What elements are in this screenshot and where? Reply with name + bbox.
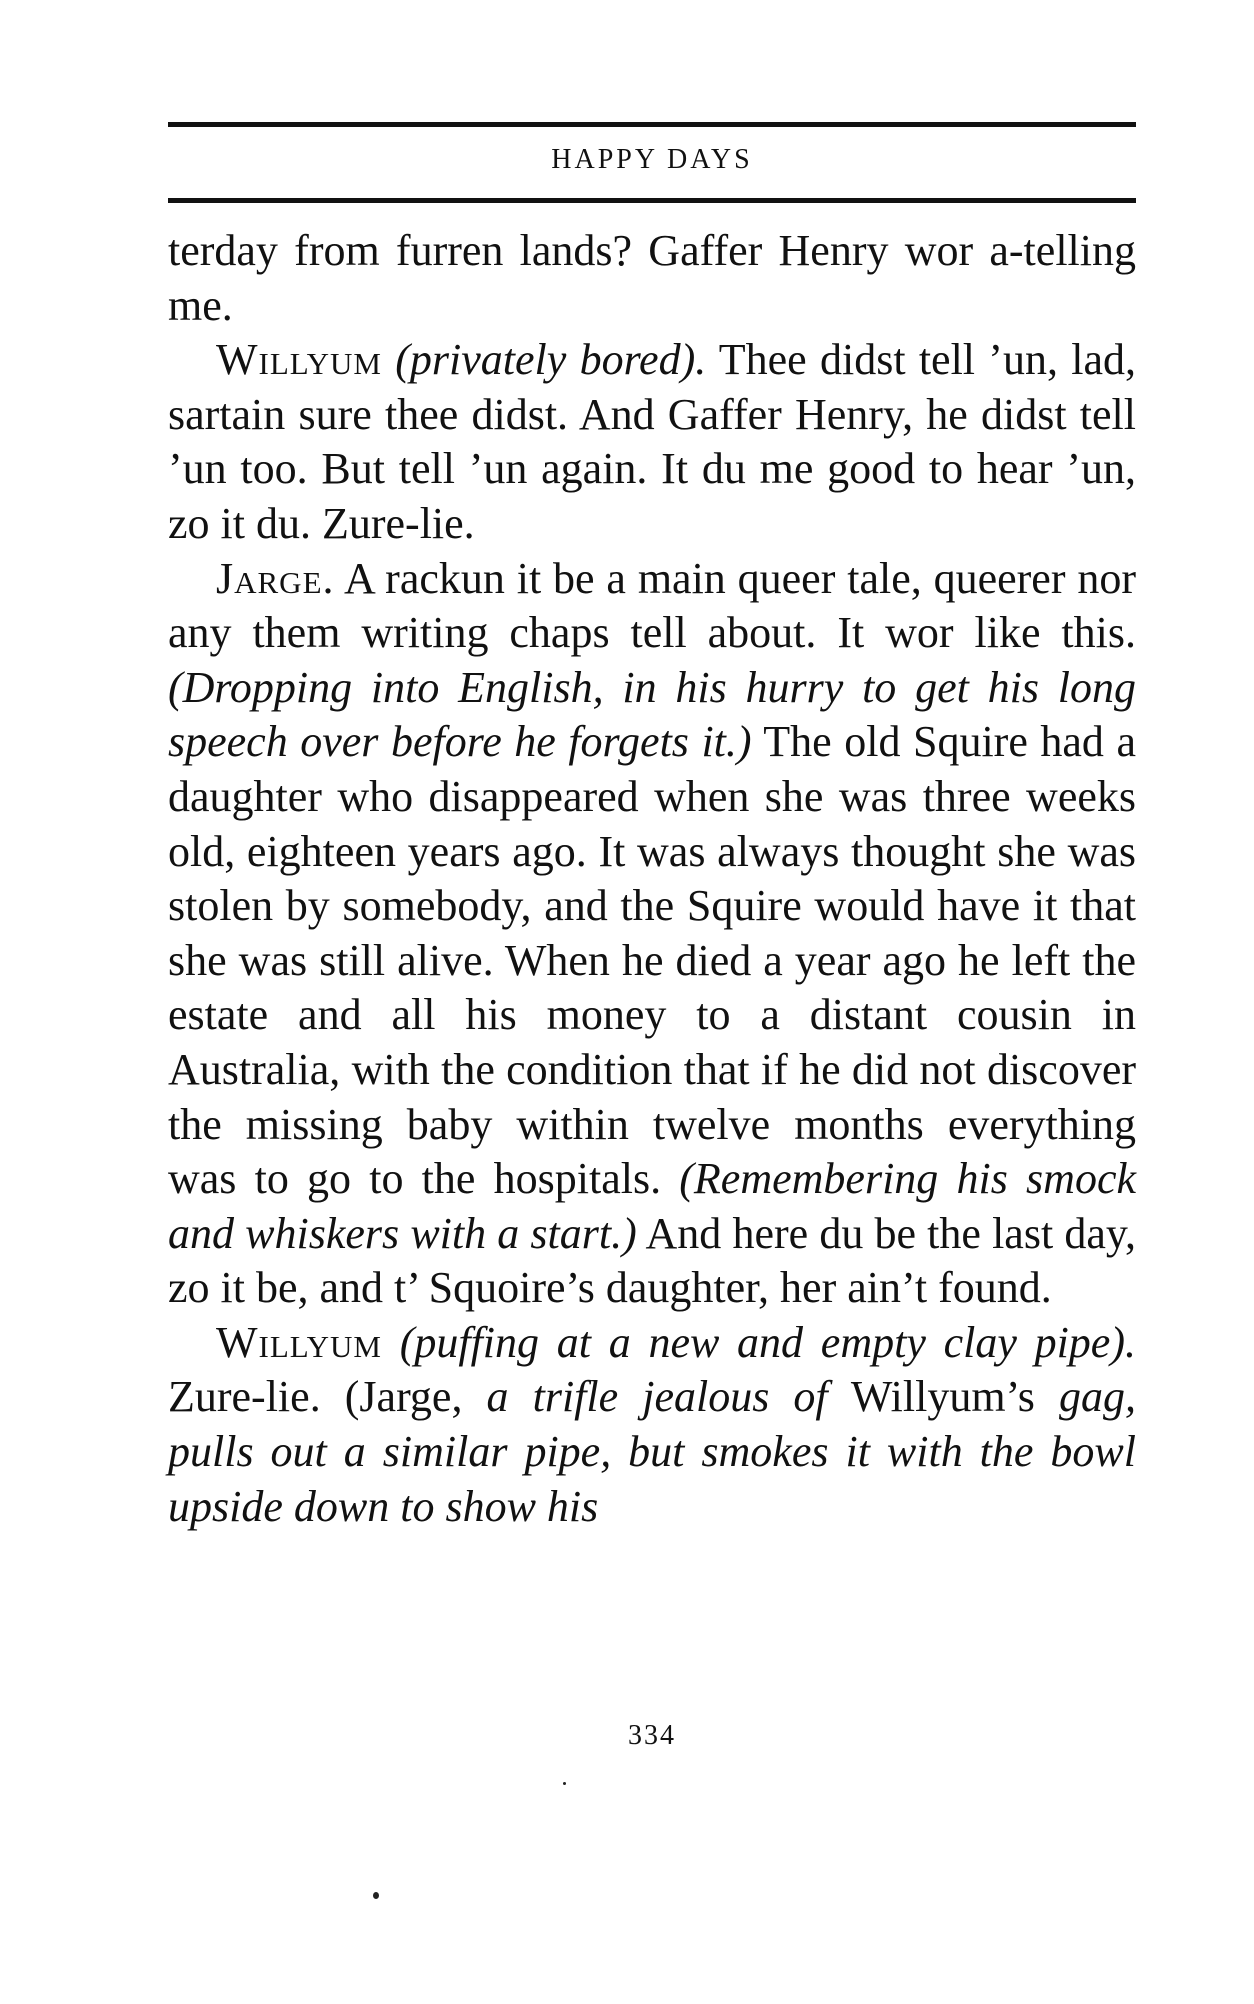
stage-direction: (Dropping into English, in his hurry to get his long speech over before he forgets it.)	[168, 662, 1136, 767]
running-head: HAPPY DAYS	[551, 144, 753, 175]
dialogue-text: A rackun it be a main queer tale, queerer nor any them writing chaps tell about. It wor like this.	[168, 553, 1136, 658]
dialogue-text: Willyum’s	[850, 1372, 1035, 1422]
print-speck	[373, 1892, 379, 1899]
dialogue-text: The old Squire had a daughter who disappeared when she was three weeks old, eighteen years ago. It was always thought she was stolen by somebody, and the Squire would have it that she was still alive. When he died a year ago he left the estate and all his money to a distant cousin in Australia, with the condition that if he did not discover the missing baby within twelve months everything was to go to the hospitals.	[168, 717, 1136, 1204]
stage-direction: (Remembering his smock and whiskers with a start.)	[168, 1154, 1136, 1258]
header-rule-top	[168, 122, 1136, 127]
paragraph-text: terday from furren lands? Gaffer Henry wor a-telling me.	[168, 226, 1136, 330]
speaker-name: Willyum	[216, 1317, 382, 1367]
stage-direction: gag, pulls out a similar pipe, but smokes it with the bowl upside down to show his	[168, 1372, 1136, 1531]
dialogue-text: Zure-lie. (Jarge,	[168, 1372, 463, 1422]
dialogue-text: Thee didst tell ’un, lad, sartain sure thee didst. And Gaffer Henry, he didst tell ’un too. But tell ’un again. It du me good to hear ’un, zo it du. Zure-lie.	[168, 335, 1136, 548]
paragraph-willyum	[168, 333, 1136, 551]
print-speck	[563, 1782, 566, 1785]
speaker-name: Jarge.	[216, 553, 335, 603]
stage-direction: a trifle jealous of	[486, 1372, 828, 1422]
paragraph-jarge	[168, 552, 1136, 1316]
page-body	[168, 224, 1136, 1534]
paragraph-continued	[168, 224, 1136, 333]
dialogue-text: And here du be the last day, zo it be, and t’ Squoire’s daughter, her ain’t found.	[168, 1208, 1136, 1313]
page-number: 334	[628, 1720, 676, 1751]
paragraph-willyum-pipe	[168, 1316, 1136, 1534]
stage-direction: (privately bored).	[395, 335, 707, 385]
speaker-name: Willyum	[216, 335, 382, 385]
header-rule-bottom	[168, 198, 1136, 203]
stage-direction: (puffing at a new and empty clay pipe).	[399, 1317, 1136, 1367]
